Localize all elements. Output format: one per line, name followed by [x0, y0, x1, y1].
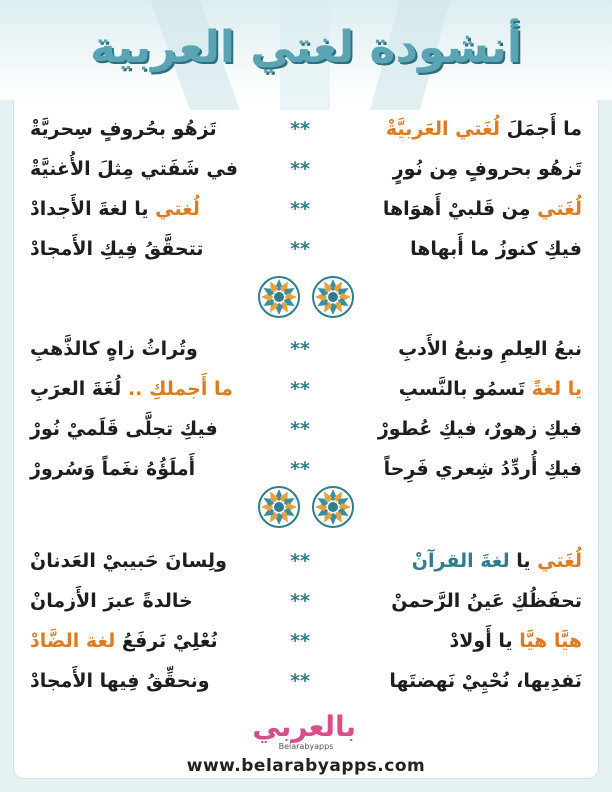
first-hemistich [398, 338, 582, 360]
second-hemistich [30, 118, 217, 140]
text-segment: ونحقِّقُ فِيها الأَمجادْ [30, 670, 210, 692]
verse-line [30, 332, 582, 372]
second-hemistich [30, 458, 195, 480]
verse-separator: ** [290, 118, 310, 140]
text-segment: نُعْلِيْ نَرفَعُ [115, 630, 218, 652]
verse-line [30, 544, 582, 584]
text-segment: فيكِ كنوزُ ما أَبهاها [410, 238, 582, 260]
second-hemistich [30, 418, 218, 440]
first-hemistich [410, 238, 582, 260]
text-segment: نَفدِيها، نُحْيِيْ نَهضتَها [389, 670, 582, 692]
verse-separator: ** [290, 418, 310, 440]
second-hemistich [30, 198, 200, 220]
text-segment: لُغَةَ العرَبِ [30, 378, 128, 400]
text-segment: ما أَجمَلَ [499, 118, 582, 140]
stanza [30, 332, 582, 492]
text-segment: نبعُ العِلمِ ونبعُ الأَدبِ [398, 338, 582, 360]
first-hemistich [386, 118, 582, 140]
text-segment: تتحقَّقُ فِيكِ الأَمجادْ [30, 238, 204, 260]
text-segment: يا لغةً [531, 378, 582, 400]
verse-separator: ** [290, 458, 310, 480]
verse-line [30, 192, 582, 232]
second-hemistich [30, 238, 204, 260]
text-segment: ولِسانَ حَبيبيْ العَدنانْ [30, 550, 227, 572]
text-segment: يا لغةَ الأَجدادْ [30, 198, 156, 220]
brand-logo [252, 710, 356, 752]
second-hemistich [30, 158, 238, 180]
first-hemistich [384, 458, 582, 480]
first-hemistich [378, 418, 582, 440]
text-segment: لُغَتي [537, 550, 582, 572]
text-segment: فيكِ تجلَّى قَلَميْ نُورْ [30, 418, 218, 440]
verse-line [30, 412, 582, 452]
text-segment: تَزهُو بحُروفٍ سِحريَّةْ [30, 118, 217, 140]
text-segment: تَزهُو بحروفٍ مِن نُورٍ [392, 158, 582, 180]
verse-separator: ** [290, 670, 310, 692]
verse-line [30, 584, 582, 624]
first-hemistich [399, 378, 582, 400]
text-segment: لغةَ القرآنْ [411, 550, 510, 572]
first-hemistich [412, 550, 582, 572]
text-segment: وتُراثُ زاهٍ كالذَّهبِ [30, 338, 198, 360]
stanza-divider [0, 276, 612, 328]
islamic-star-rosette-icon [258, 486, 300, 528]
text-segment: لُغَتي [537, 198, 582, 220]
verse-separator: ** [290, 158, 310, 180]
second-hemistich [30, 590, 193, 612]
verse-line [30, 372, 582, 412]
verse-line [30, 232, 582, 272]
second-hemistich [30, 378, 233, 400]
stanza [30, 112, 582, 272]
first-hemistich [383, 198, 582, 220]
verse-separator: ** [290, 378, 310, 400]
verse-separator: ** [290, 238, 310, 260]
verse-separator: ** [290, 198, 310, 220]
text-segment: ما أَجملكِ .. [127, 378, 233, 400]
website-url[interactable]: www.belarabyapps.com [186, 756, 426, 776]
text-segment: فيكِ أُردِّدُ شِعري فَرِحاً [383, 458, 582, 480]
islamic-star-rosette-icon [258, 276, 300, 318]
text-segment: أَملَؤُهُ نغَماً وَسُرورْ [30, 458, 196, 480]
verse-separator: ** [290, 590, 310, 612]
text-segment: تحفَظُكِ عَينُ الرَّحمنْ [391, 590, 582, 612]
logo-subtext: Belarabyapps [278, 742, 334, 751]
text-segment: هيَّا هيَّا [519, 630, 582, 652]
verse-separator: ** [290, 550, 310, 572]
first-hemistich [450, 630, 582, 652]
text-segment: لغة الضَّادْ [30, 630, 116, 652]
text-segment: خالدةً عبرَ الأَزمانْ [30, 590, 193, 612]
first-hemistich [391, 590, 582, 612]
first-hemistich [393, 158, 582, 180]
first-hemistich [389, 670, 582, 692]
text-segment: يا [509, 550, 538, 572]
text-segment: يا أَولادْ [449, 630, 520, 652]
second-hemistich [30, 630, 218, 652]
islamic-star-rosette-icon [312, 276, 354, 318]
stanza-divider [0, 486, 612, 538]
page-title: أنشودة لغتي العربية [90, 22, 522, 73]
second-hemistich [30, 338, 198, 360]
second-hemistich [30, 670, 210, 692]
verse-line [30, 624, 582, 664]
text-segment: فيكِ زهورٌ، فيكِ عُطورْ [377, 418, 582, 440]
second-hemistich [30, 550, 227, 572]
verse-line [30, 152, 582, 192]
verse-separator: ** [290, 630, 310, 652]
text-segment: تَسمُو بالنَّسبِ [398, 378, 532, 400]
text-segment: مِن قَلبيْ أَهوَاها [382, 198, 538, 220]
verse-line [30, 664, 582, 704]
verse-separator: ** [290, 338, 310, 360]
logo-text: بالعربي [252, 710, 356, 743]
verse-line [30, 112, 582, 152]
text-segment: لُغَتي العَربيَّةْ [385, 118, 500, 140]
islamic-star-rosette-icon [312, 486, 354, 528]
text-segment: لُغتي [155, 198, 200, 220]
stanza [30, 544, 582, 704]
text-segment: في شَفَتي مِثلَ الأُغنيَّةْ [30, 158, 238, 180]
